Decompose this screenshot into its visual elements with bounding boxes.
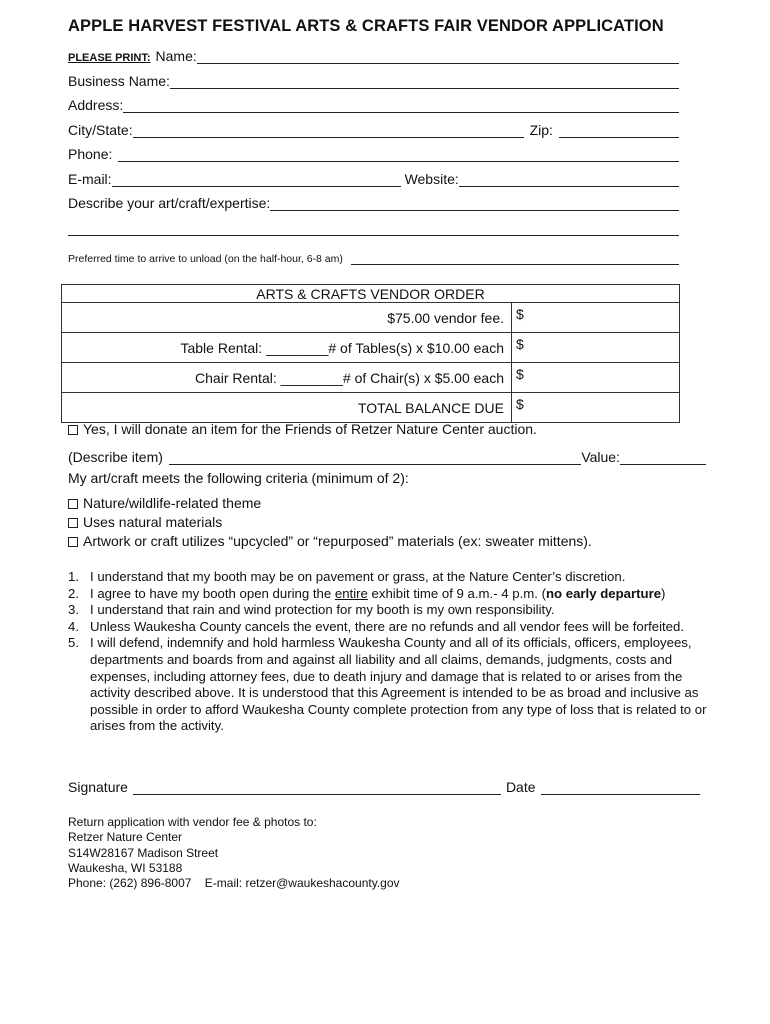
name-label: Name:	[155, 48, 197, 64]
phone-row	[68, 144, 679, 162]
list-item	[68, 619, 720, 636]
natural-materials-checkbox[interactable]	[68, 518, 78, 528]
table-row	[62, 333, 680, 363]
email-field[interactable]	[112, 173, 401, 187]
email-row	[68, 169, 679, 187]
preferred-time-row	[68, 251, 679, 265]
contact-line	[68, 876, 400, 891]
term-text: )	[661, 585, 666, 601]
describe-field[interactable]	[270, 197, 679, 211]
value-label: Value:	[581, 449, 620, 465]
business-name-label: Business Name:	[68, 73, 170, 89]
table-rental-amount[interactable]: $	[512, 333, 680, 363]
total-balance-label: TOTAL BALANCE DUE	[62, 393, 512, 423]
terms-list	[68, 569, 720, 735]
address-label: Address:	[68, 97, 124, 113]
phone-field[interactable]	[118, 148, 679, 162]
list-item	[68, 635, 720, 735]
vendor-fee-amount[interactable]: $	[512, 303, 680, 333]
describe-row	[68, 193, 679, 211]
term-text: I understand that my booth may be on pavement or grass, at the Nature Center’s discretion.	[90, 569, 626, 584]
criteria-option-upcycled	[68, 533, 592, 549]
chair-rental-amount[interactable]: $	[512, 363, 680, 393]
table-row	[62, 393, 680, 423]
city-state-label: City/State:	[68, 122, 133, 138]
describe-item-label: (Describe item)	[68, 449, 163, 465]
contact-phone: Phone: (262) 896-8007	[68, 876, 192, 891]
donate-label: Yes, I will donate an item for the Friends of Retzer Nature Center auction.	[83, 421, 537, 437]
term-number: 2.	[68, 585, 79, 601]
preferred-time-label: Preferred time to arrive to unload (on the half-hour, 6-8 am)	[68, 253, 343, 265]
business-name-field[interactable]	[170, 75, 679, 89]
describe-label: Describe your art/craft/expertise:	[68, 195, 271, 211]
total-balance-amount[interactable]: $	[512, 393, 680, 423]
term-text: I will defend, indemnify and hold harmless Waukesha County and all of its officials, officers, employees, departments and boards from and against all liability and all claims, demands, judgments, costs and expenses, including attorney fees, due to death injury and damage that is related to or arises from the activity described above. It is understood that this Agreement is intended to be as broad and inclusive as possible in order to afford Waukesha County complete protection from any type of loss that is related to or arises from the activity.	[90, 635, 707, 734]
list-item	[68, 602, 720, 619]
business-name-row	[68, 71, 679, 89]
city-state-zip: Waukesha, WI 53188	[68, 860, 183, 875]
table-rental-label: Table Rental: ________# of Tables(s) x $10.00 each	[62, 333, 512, 363]
signature-row	[68, 777, 700, 795]
list-item	[68, 569, 720, 586]
term-emphasis-underlined: entire	[334, 585, 368, 601]
return-address-block	[68, 815, 400, 891]
criteria-option-label: Nature/wildlife-related theme	[83, 495, 262, 511]
value-field[interactable]	[620, 451, 706, 465]
name-field[interactable]	[197, 50, 679, 64]
city-state-row	[68, 120, 679, 138]
term-number: 5.	[68, 635, 79, 651]
name-row	[68, 46, 679, 64]
describe-continued-row	[68, 218, 679, 236]
zip-label: Zip:	[529, 122, 553, 138]
signature-label: Signature	[68, 779, 128, 795]
term-number: 4.	[68, 618, 79, 634]
city-state-field[interactable]	[133, 124, 524, 138]
upcycled-checkbox[interactable]	[68, 537, 78, 547]
vendor-order-header: ARTS & CRAFTS VENDOR ORDER	[62, 285, 680, 303]
describe-item-row	[68, 447, 706, 465]
table-row	[62, 303, 680, 333]
address-row	[68, 95, 679, 113]
phone-label: Phone:	[68, 146, 113, 162]
term-number: 1.	[68, 569, 79, 584]
chair-rental-label: Chair Rental: ________# of Chair(s) x $5.00 each	[62, 363, 512, 393]
date-label: Date	[505, 779, 536, 795]
term-emphasis-bold: no early departure	[545, 585, 662, 601]
email-label: E-mail:	[68, 171, 112, 187]
criteria-option-label: Uses natural materials	[83, 514, 223, 530]
term-text: I agree to have my booth open during the	[90, 585, 335, 601]
criteria-option-nature	[68, 495, 261, 511]
donate-row	[68, 421, 537, 437]
return-instructions: Return application with vendor fee & photos to:	[68, 815, 317, 829]
term-text: exhibit time of 9 a.m.- 4 p.m. (	[367, 585, 546, 601]
contact-email: E-mail: retzer@waukeshacounty.gov	[204, 876, 400, 891]
street-address: S14W28167 Madison Street	[68, 845, 219, 860]
zip-field[interactable]	[559, 124, 679, 138]
criteria-option-label: Artwork or craft utilizes “upcycled” or “repurposed” materials (ex: sweater mittens).	[83, 533, 592, 549]
list-item	[68, 586, 720, 603]
preferred-time-field[interactable]	[351, 254, 679, 265]
date-field[interactable]	[541, 781, 700, 795]
table-row	[62, 363, 680, 393]
address-field[interactable]	[123, 99, 679, 113]
website-field[interactable]	[459, 173, 679, 187]
organization-name: Retzer Nature Center	[68, 830, 183, 845]
term-text: I understand that rain and wind protection for my booth is my own responsibility.	[90, 602, 555, 618]
describe-item-field[interactable]	[169, 451, 581, 465]
describe-field-line2[interactable]	[68, 222, 679, 236]
nature-theme-checkbox[interactable]	[68, 499, 78, 509]
criteria-intro: My art/craft meets the following criteria (minimum of 2):	[68, 470, 409, 486]
vendor-order-table	[61, 284, 680, 423]
term-number: 3.	[68, 602, 79, 618]
criteria-option-natural-materials	[68, 514, 222, 530]
form-title: APPLE HARVEST FESTIVAL ARTS & CRAFTS FAIR VENDOR APPLICATION	[68, 17, 664, 35]
please-print-label: PLEASE PRINT:	[68, 52, 151, 64]
website-label: Website:	[404, 171, 459, 187]
signature-field[interactable]	[133, 781, 501, 795]
term-text: Unless Waukesha County cancels the event, there are no refunds and all vendor fees will be forfeited.	[90, 618, 685, 634]
vendor-fee-label: $75.00 vendor fee.	[62, 303, 512, 333]
donate-checkbox[interactable]	[68, 425, 78, 435]
